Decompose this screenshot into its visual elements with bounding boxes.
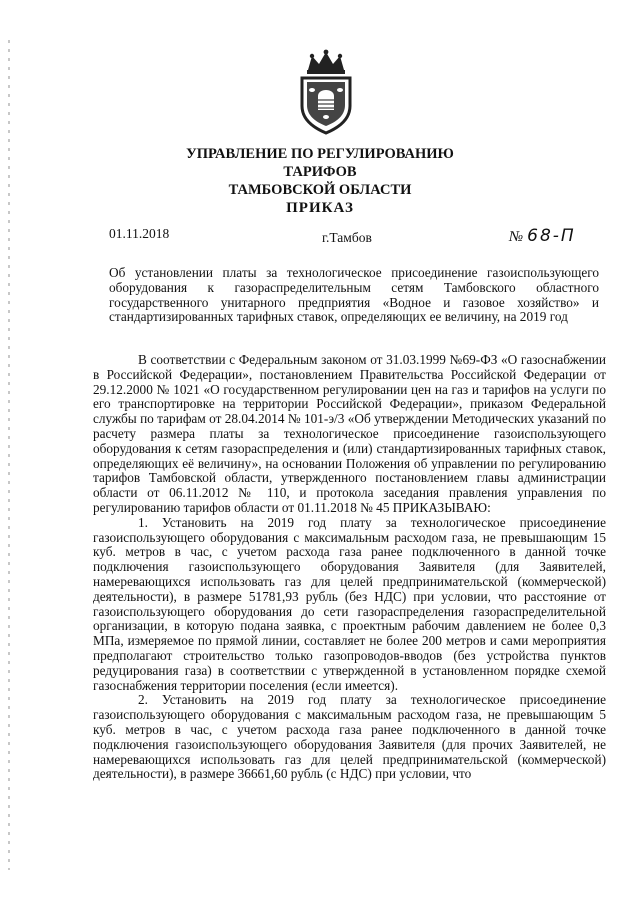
organization-name: УПРАВЛЕНИЕ ПО РЕГУЛИРОВАНИЮ ТАРИФОВ — [186, 146, 454, 180]
coat-of-arms-icon — [290, 48, 362, 136]
document-body — [93, 353, 606, 782]
document-date: 01.11.2018 — [109, 226, 170, 241]
body-item-2: 2. Установить на 2019 год плату за технологическое присоединение газоиспользующего оборудования с максимальным расходом газа, не превышающим 5 куб. метров в час, с учетом расхода газа ранее подключенного в данной точке подключения газоиспользующего оборудования Заявителя (для прочих Заявителей, не намеревающихся использовать газ для целей предпринимательской (коммерческой) деятельности), в размере 36661,60 рубль (с НДС) при условии, что — [93, 692, 606, 782]
number-prefix: № — [509, 229, 524, 245]
document-city: г.Тамбов — [322, 230, 372, 245]
organization-heading — [150, 145, 490, 199]
document-number — [509, 226, 576, 246]
body-preamble: В соответствии с Федеральным законом от 31.03.1999 №69-ФЗ «О газоснабжении в Российской Федерации», постановлением Правительства Российской Федерации от 29.12.2000 № 1021 «О государственном регулировании цен на газ и тарифов на услуги по его транспортировке на территории Российской Федерации», приказом Федеральной службы по тарифам от 28.04.2014 № 101-э/3 «Об утверждении Методических указаний по расчету размера платы за технологическое присоединение газоиспользующего оборудования к сетям газораспределения и (или) стандартизированных тарифных ставок, определяющих её величину», на основании Положения об управлении по регулированию тарифов Тамбовской области, утвержденного постановлением главы администрации области от 06.11.2012 № 110, и протокола заседания правления управления по регулированию тарифов области от 01.11.2018 № 45 ПРИКАЗЫВАЮ: — [93, 352, 606, 515]
body-item-1: 1. Установить на 2019 год плату за технологическое присоединение газоиспользующего оборудования с максимальным расходом газа, не превышающим 15 куб. метров в час, с учетом расхода газа ранее подключенного в данной точке подключения газоиспользующего оборудования Заявителя (для Заявителей, намеревающихся использовать газ для целей предпринимательской (коммерческой) деятельности), в размере 51781,93 рубль (без НДС) при условии, что расстояние от газоиспользующего оборудования до сети газораспределения газораспределительной организации, в которую подана заявка, с проектным рабочим давлением не более 0,3 МПа, измеряемое по прямой линии, составляет не более 200 метров и сами мероприятия предполагают строительство только газопроводов-вводов (без устройства пунктов редуцирования газа) в соответствии с утвержденной в установленном порядке схемой газоснабжения территории поселения (если имеется). — [93, 514, 606, 693]
document-type: ПРИКАЗ — [286, 200, 354, 216]
organization-region: ТАМБОВСКОЙ ОБЛАСТИ — [228, 182, 412, 198]
document-subject: Об установлении платы за технологическое присоединение газоиспользующего оборудования к газораспределительным сетям Тамбовского областного государственного унитарного предприятия «Водное и газовое хозяйство» и стандартизированных тарифных ставок, определяющих ее величину, на 2019 год — [109, 265, 599, 325]
handwritten-number: 68-П — [527, 226, 576, 246]
scan-edge-mark — [8, 40, 10, 870]
